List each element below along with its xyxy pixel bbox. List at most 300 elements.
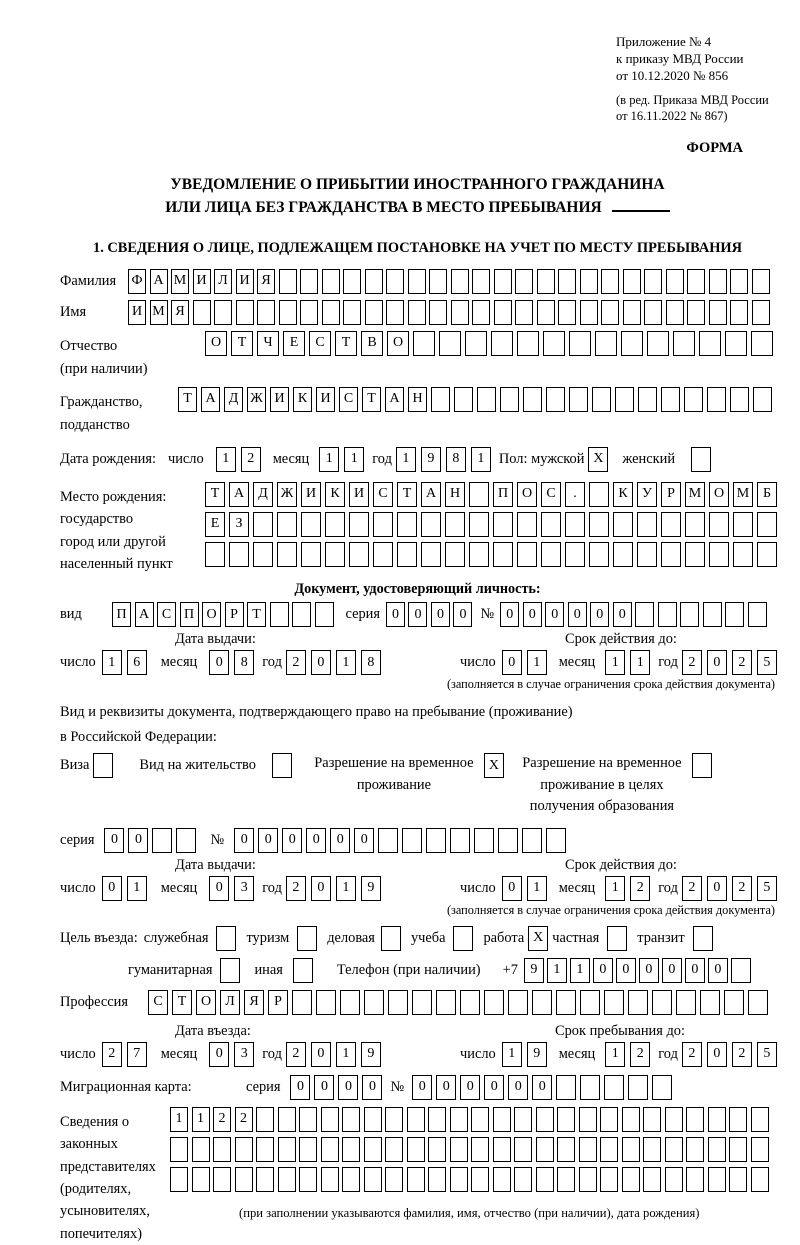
form-cell[interactable] xyxy=(450,1137,468,1162)
form-cell[interactable] xyxy=(565,512,585,537)
form-cell[interactable] xyxy=(643,1137,661,1162)
form-cell[interactable]: Е xyxy=(283,331,305,356)
form-cell[interactable] xyxy=(301,542,321,567)
form-cell[interactable]: 0 xyxy=(104,828,124,853)
form-cell[interactable] xyxy=(278,1137,296,1162)
form-cell[interactable] xyxy=(474,828,494,853)
form-cell[interactable] xyxy=(557,1167,575,1192)
form-cell[interactable]: 0 xyxy=(386,602,405,627)
form-cell[interactable] xyxy=(685,512,705,537)
form-cell[interactable]: А xyxy=(135,602,154,627)
form-cell[interactable] xyxy=(558,300,576,325)
form-cell[interactable] xyxy=(229,542,249,567)
form-cell[interactable] xyxy=(386,300,404,325)
form-cell[interactable]: Р xyxy=(268,990,288,1015)
form-cell[interactable] xyxy=(388,990,408,1015)
form-cell[interactable]: 0 xyxy=(330,828,350,853)
form-cell[interactable]: 0 xyxy=(616,958,636,983)
form-cell[interactable] xyxy=(622,1167,640,1192)
form-cell[interactable] xyxy=(709,269,727,294)
form-cell[interactable] xyxy=(322,300,340,325)
form-cell[interactable]: Р xyxy=(225,602,244,627)
form-cell[interactable]: 1 xyxy=(547,958,567,983)
form-cell[interactable] xyxy=(494,300,512,325)
form-cell[interactable] xyxy=(522,828,542,853)
form-cell[interactable] xyxy=(451,269,469,294)
form-cell[interactable]: О xyxy=(205,331,227,356)
form-cell[interactable] xyxy=(752,269,770,294)
form-cell[interactable] xyxy=(152,828,172,853)
form-cell[interactable] xyxy=(500,387,519,412)
form-cell[interactable]: 1 xyxy=(396,447,416,472)
form-cell[interactable] xyxy=(465,331,487,356)
form-cell[interactable]: 0 xyxy=(707,876,727,901)
form-cell[interactable] xyxy=(751,1137,769,1162)
form-cell[interactable] xyxy=(299,1167,317,1192)
form-cell[interactable]: К xyxy=(613,482,633,507)
form-cell[interactable]: 0 xyxy=(436,1075,456,1100)
form-cell[interactable] xyxy=(661,542,681,567)
form-cell[interactable] xyxy=(413,331,435,356)
form-cell[interactable] xyxy=(508,990,528,1015)
form-cell[interactable]: Н xyxy=(445,482,465,507)
form-cell[interactable] xyxy=(373,512,393,537)
form-cell[interactable]: 1 xyxy=(471,447,491,472)
form-cell[interactable]: Т xyxy=(362,387,381,412)
form-cell[interactable] xyxy=(733,512,753,537)
purpose-humanitarian-checkbox[interactable] xyxy=(220,958,240,983)
form-cell[interactable] xyxy=(600,1107,618,1132)
form-cell[interactable]: 1 xyxy=(605,876,625,901)
form-cell[interactable] xyxy=(301,512,321,537)
form-cell[interactable] xyxy=(748,990,768,1015)
form-cell[interactable]: С xyxy=(157,602,176,627)
form-cell[interactable]: 2 xyxy=(286,876,306,901)
form-cell[interactable] xyxy=(536,1137,554,1162)
form-cell[interactable]: Т xyxy=(247,602,266,627)
form-cell[interactable] xyxy=(213,1137,231,1162)
form-cell[interactable] xyxy=(532,990,552,1015)
form-cell[interactable]: 0 xyxy=(209,876,229,901)
form-cell[interactable]: К xyxy=(293,387,312,412)
form-cell[interactable] xyxy=(472,300,490,325)
form-cell[interactable] xyxy=(748,602,767,627)
form-cell[interactable]: Т xyxy=(205,482,225,507)
form-cell[interactable]: О xyxy=(196,990,216,1015)
form-cell[interactable]: 8 xyxy=(446,447,466,472)
form-cell[interactable] xyxy=(315,602,334,627)
form-cell[interactable] xyxy=(477,387,496,412)
form-cell[interactable] xyxy=(450,1107,468,1132)
form-cell[interactable]: 0 xyxy=(209,1042,229,1067)
form-cell[interactable]: С xyxy=(309,331,331,356)
form-cell[interactable] xyxy=(278,1167,296,1192)
form-cell[interactable] xyxy=(176,828,196,853)
form-cell[interactable] xyxy=(493,1107,511,1132)
form-cell[interactable] xyxy=(601,269,619,294)
form-cell[interactable] xyxy=(709,512,729,537)
form-cell[interactable] xyxy=(472,269,490,294)
form-cell[interactable]: 0 xyxy=(484,1075,504,1100)
form-cell[interactable] xyxy=(604,990,624,1015)
form-cell[interactable] xyxy=(402,828,422,853)
form-cell[interactable] xyxy=(192,1167,210,1192)
form-cell[interactable]: 0 xyxy=(502,876,522,901)
form-cell[interactable] xyxy=(638,387,657,412)
form-cell[interactable]: 2 xyxy=(682,1042,702,1067)
form-cell[interactable] xyxy=(385,1137,403,1162)
form-cell[interactable] xyxy=(725,331,747,356)
form-cell[interactable] xyxy=(408,300,426,325)
form-cell[interactable] xyxy=(514,1167,532,1192)
form-cell[interactable] xyxy=(622,1107,640,1132)
form-cell[interactable]: 0 xyxy=(234,828,254,853)
form-cell[interactable]: Т xyxy=(397,482,417,507)
form-cell[interactable] xyxy=(498,828,518,853)
form-cell[interactable]: И xyxy=(236,269,254,294)
form-cell[interactable] xyxy=(378,828,398,853)
form-cell[interactable] xyxy=(523,387,542,412)
form-cell[interactable] xyxy=(517,542,537,567)
form-cell[interactable]: И xyxy=(316,387,335,412)
form-cell[interactable] xyxy=(270,602,289,627)
form-cell[interactable] xyxy=(385,1167,403,1192)
form-cell[interactable]: Я xyxy=(257,269,275,294)
form-cell[interactable]: Т xyxy=(172,990,192,1015)
form-cell[interactable]: С xyxy=(339,387,358,412)
form-cell[interactable]: М xyxy=(733,482,753,507)
form-cell[interactable] xyxy=(661,387,680,412)
form-cell[interactable] xyxy=(279,269,297,294)
form-cell[interactable] xyxy=(517,331,539,356)
form-cell[interactable]: 1 xyxy=(630,650,650,675)
form-cell[interactable]: 0 xyxy=(662,958,682,983)
form-cell[interactable] xyxy=(637,542,657,567)
form-cell[interactable]: Д xyxy=(253,482,273,507)
form-cell[interactable]: 5 xyxy=(757,650,777,675)
form-cell[interactable]: 1 xyxy=(127,876,147,901)
form-cell[interactable] xyxy=(569,387,588,412)
form-cell[interactable]: 0 xyxy=(314,1075,334,1100)
form-cell[interactable] xyxy=(751,1107,769,1132)
form-cell[interactable]: 0 xyxy=(453,602,472,627)
form-cell[interactable] xyxy=(686,1167,704,1192)
form-cell[interactable] xyxy=(622,1137,640,1162)
form-cell[interactable]: 2 xyxy=(682,876,702,901)
form-cell[interactable] xyxy=(665,1167,683,1192)
visa-checkbox[interactable] xyxy=(93,753,113,778)
form-cell[interactable]: П xyxy=(112,602,131,627)
form-cell[interactable]: 9 xyxy=(421,447,441,472)
form-cell[interactable] xyxy=(192,1137,210,1162)
form-cell[interactable] xyxy=(491,331,513,356)
form-cell[interactable] xyxy=(541,542,561,567)
form-cell[interactable]: Л xyxy=(220,990,240,1015)
sex-male-checkbox[interactable]: X xyxy=(588,447,608,472)
form-cell[interactable]: Р xyxy=(661,482,681,507)
form-cell[interactable]: О xyxy=(202,602,221,627)
form-cell[interactable] xyxy=(364,1107,382,1132)
form-cell[interactable] xyxy=(278,1107,296,1132)
form-cell[interactable] xyxy=(536,1167,554,1192)
form-cell[interactable] xyxy=(213,1167,231,1192)
form-cell[interactable]: М xyxy=(685,482,705,507)
form-cell[interactable]: Ж xyxy=(247,387,266,412)
form-cell[interactable]: 0 xyxy=(354,828,374,853)
form-cell[interactable]: 0 xyxy=(502,650,522,675)
purpose-private-checkbox[interactable] xyxy=(607,926,627,951)
form-cell[interactable] xyxy=(665,1107,683,1132)
form-cell[interactable] xyxy=(431,387,450,412)
form-cell[interactable] xyxy=(557,1137,575,1162)
form-cell[interactable]: А xyxy=(385,387,404,412)
form-cell[interactable] xyxy=(517,512,537,537)
form-cell[interactable] xyxy=(279,300,297,325)
purpose-tourism-checkbox[interactable] xyxy=(297,926,317,951)
form-cell[interactable] xyxy=(460,990,480,1015)
form-cell[interactable] xyxy=(558,269,576,294)
form-cell[interactable] xyxy=(349,542,369,567)
form-cell[interactable] xyxy=(253,512,273,537)
form-cell[interactable]: 0 xyxy=(209,650,229,675)
form-cell[interactable] xyxy=(724,990,744,1015)
form-cell[interactable] xyxy=(364,990,384,1015)
form-cell[interactable]: Т xyxy=(231,331,253,356)
form-cell[interactable] xyxy=(386,269,404,294)
form-cell[interactable] xyxy=(687,300,705,325)
form-cell[interactable] xyxy=(277,512,297,537)
form-cell[interactable] xyxy=(322,269,340,294)
form-cell[interactable]: 0 xyxy=(282,828,302,853)
form-cell[interactable]: И xyxy=(193,269,211,294)
form-cell[interactable]: О xyxy=(709,482,729,507)
form-cell[interactable] xyxy=(623,269,641,294)
form-cell[interactable] xyxy=(658,602,677,627)
form-cell[interactable] xyxy=(493,542,513,567)
form-cell[interactable] xyxy=(643,1167,661,1192)
form-cell[interactable] xyxy=(450,828,470,853)
form-cell[interactable]: 2 xyxy=(732,876,752,901)
form-cell[interactable] xyxy=(556,990,576,1015)
form-cell[interactable] xyxy=(751,1167,769,1192)
form-cell[interactable]: 1 xyxy=(319,447,339,472)
form-cell[interactable] xyxy=(644,269,662,294)
form-cell[interactable] xyxy=(676,990,696,1015)
form-cell[interactable] xyxy=(493,1167,511,1192)
form-cell[interactable] xyxy=(316,990,336,1015)
form-cell[interactable]: 0 xyxy=(545,602,564,627)
form-cell[interactable] xyxy=(615,387,634,412)
form-cell[interactable] xyxy=(687,269,705,294)
form-cell[interactable] xyxy=(421,542,441,567)
form-cell[interactable] xyxy=(343,300,361,325)
form-cell[interactable]: 5 xyxy=(757,876,777,901)
form-cell[interactable]: П xyxy=(180,602,199,627)
form-cell[interactable] xyxy=(471,1107,489,1132)
form-cell[interactable]: 0 xyxy=(431,602,450,627)
form-cell[interactable] xyxy=(543,331,565,356)
form-cell[interactable] xyxy=(340,990,360,1015)
form-cell[interactable] xyxy=(436,990,456,1015)
form-cell[interactable] xyxy=(628,990,648,1015)
form-cell[interactable] xyxy=(731,958,751,983)
temp-residence-edu-checkbox[interactable] xyxy=(692,753,712,778)
form-cell[interactable]: Ф xyxy=(128,269,146,294)
form-cell[interactable] xyxy=(579,1107,597,1132)
form-cell[interactable] xyxy=(277,542,297,567)
form-cell[interactable] xyxy=(349,512,369,537)
form-cell[interactable] xyxy=(621,331,643,356)
purpose-transit-checkbox[interactable] xyxy=(693,926,713,951)
form-cell[interactable] xyxy=(300,300,318,325)
form-cell[interactable] xyxy=(397,542,417,567)
form-cell[interactable] xyxy=(235,1167,253,1192)
form-cell[interactable]: Ж xyxy=(277,482,297,507)
form-cell[interactable]: В xyxy=(361,331,383,356)
form-cell[interactable]: 0 xyxy=(362,1075,382,1100)
form-cell[interactable]: 1 xyxy=(336,876,356,901)
form-cell[interactable]: 1 xyxy=(344,447,364,472)
form-cell[interactable] xyxy=(703,602,722,627)
form-cell[interactable] xyxy=(725,602,744,627)
form-cell[interactable]: 2 xyxy=(630,876,650,901)
form-cell[interactable] xyxy=(637,512,657,537)
form-cell[interactable]: 0 xyxy=(593,958,613,983)
form-cell[interactable]: 0 xyxy=(338,1075,358,1100)
form-cell[interactable] xyxy=(412,990,432,1015)
form-cell[interactable] xyxy=(686,1107,704,1132)
form-cell[interactable]: 0 xyxy=(306,828,326,853)
form-cell[interactable]: 9 xyxy=(361,1042,381,1067)
form-cell[interactable] xyxy=(256,1167,274,1192)
form-cell[interactable]: 9 xyxy=(527,1042,547,1067)
form-cell[interactable]: 0 xyxy=(408,602,427,627)
form-cell[interactable] xyxy=(557,1107,575,1132)
form-cell[interactable] xyxy=(170,1167,188,1192)
purpose-business-checkbox[interactable] xyxy=(381,926,401,951)
form-cell[interactable]: 8 xyxy=(361,650,381,675)
form-cell[interactable]: 0 xyxy=(568,602,587,627)
form-cell[interactable] xyxy=(292,602,311,627)
form-cell[interactable]: 0 xyxy=(128,828,148,853)
form-cell[interactable] xyxy=(661,512,681,537)
form-cell[interactable]: 3 xyxy=(234,876,254,901)
form-cell[interactable] xyxy=(342,1107,360,1132)
form-cell[interactable] xyxy=(385,1107,403,1132)
form-cell[interactable]: 0 xyxy=(590,602,609,627)
form-cell[interactable] xyxy=(364,1137,382,1162)
form-cell[interactable] xyxy=(589,512,609,537)
form-cell[interactable] xyxy=(292,990,312,1015)
form-cell[interactable]: . xyxy=(565,482,585,507)
form-cell[interactable]: 8 xyxy=(234,650,254,675)
form-cell[interactable]: 6 xyxy=(127,650,147,675)
form-cell[interactable] xyxy=(709,542,729,567)
form-cell[interactable] xyxy=(623,300,641,325)
form-cell[interactable]: С xyxy=(541,482,561,507)
form-cell[interactable]: 1 xyxy=(502,1042,522,1067)
form-cell[interactable] xyxy=(236,300,254,325)
form-cell[interactable] xyxy=(644,300,662,325)
form-cell[interactable]: 1 xyxy=(192,1107,210,1132)
form-cell[interactable] xyxy=(325,542,345,567)
form-cell[interactable] xyxy=(256,1137,274,1162)
form-cell[interactable]: 7 xyxy=(127,1042,147,1067)
form-cell[interactable] xyxy=(757,512,777,537)
form-cell[interactable] xyxy=(321,1107,339,1132)
form-cell[interactable] xyxy=(537,269,555,294)
form-cell[interactable] xyxy=(635,602,654,627)
form-cell[interactable] xyxy=(515,269,533,294)
form-cell[interactable]: 2 xyxy=(286,1042,306,1067)
form-cell[interactable]: 0 xyxy=(102,876,122,901)
form-cell[interactable] xyxy=(592,387,611,412)
form-cell[interactable]: 0 xyxy=(613,602,632,627)
form-cell[interactable] xyxy=(665,1137,683,1162)
form-cell[interactable]: М xyxy=(150,300,168,325)
form-cell[interactable]: 1 xyxy=(216,447,236,472)
form-cell[interactable] xyxy=(193,300,211,325)
form-cell[interactable]: Е xyxy=(205,512,225,537)
residence-permit-checkbox[interactable] xyxy=(272,753,292,778)
form-cell[interactable]: М xyxy=(171,269,189,294)
form-cell[interactable]: 0 xyxy=(508,1075,528,1100)
form-cell[interactable] xyxy=(397,512,417,537)
form-cell[interactable] xyxy=(300,269,318,294)
form-cell[interactable]: 9 xyxy=(524,958,544,983)
sex-female-checkbox[interactable] xyxy=(691,447,711,472)
form-cell[interactable] xyxy=(451,300,469,325)
form-cell[interactable] xyxy=(321,1167,339,1192)
form-cell[interactable]: 2 xyxy=(630,1042,650,1067)
form-cell[interactable] xyxy=(733,542,753,567)
form-cell[interactable] xyxy=(600,1137,618,1162)
form-cell[interactable]: 0 xyxy=(532,1075,552,1100)
form-cell[interactable]: И xyxy=(270,387,289,412)
form-cell[interactable] xyxy=(471,1137,489,1162)
form-cell[interactable]: 3 xyxy=(234,1042,254,1067)
form-cell[interactable] xyxy=(708,1167,726,1192)
form-cell[interactable]: З xyxy=(229,512,249,537)
form-cell[interactable] xyxy=(515,300,533,325)
form-cell[interactable]: П xyxy=(493,482,513,507)
form-cell[interactable] xyxy=(257,300,275,325)
form-cell[interactable] xyxy=(684,387,703,412)
form-cell[interactable] xyxy=(686,1137,704,1162)
form-cell[interactable] xyxy=(708,1107,726,1132)
form-cell[interactable] xyxy=(666,269,684,294)
form-cell[interactable] xyxy=(365,300,383,325)
form-cell[interactable]: О xyxy=(517,482,537,507)
form-cell[interactable] xyxy=(730,300,748,325)
form-cell[interactable] xyxy=(428,1107,446,1132)
form-cell[interactable]: К xyxy=(325,482,345,507)
form-cell[interactable] xyxy=(613,542,633,567)
form-cell[interactable] xyxy=(469,512,489,537)
form-cell[interactable]: 1 xyxy=(605,1042,625,1067)
form-cell[interactable]: 2 xyxy=(682,650,702,675)
form-cell[interactable]: 0 xyxy=(258,828,278,853)
form-cell[interactable] xyxy=(214,300,232,325)
form-cell[interactable] xyxy=(673,331,695,356)
form-cell[interactable] xyxy=(471,1167,489,1192)
form-cell[interactable]: Я xyxy=(244,990,264,1015)
form-cell[interactable] xyxy=(685,542,705,567)
form-cell[interactable]: 0 xyxy=(685,958,705,983)
form-cell[interactable] xyxy=(729,1137,747,1162)
form-cell[interactable] xyxy=(493,512,513,537)
form-cell[interactable]: 5 xyxy=(757,1042,777,1067)
